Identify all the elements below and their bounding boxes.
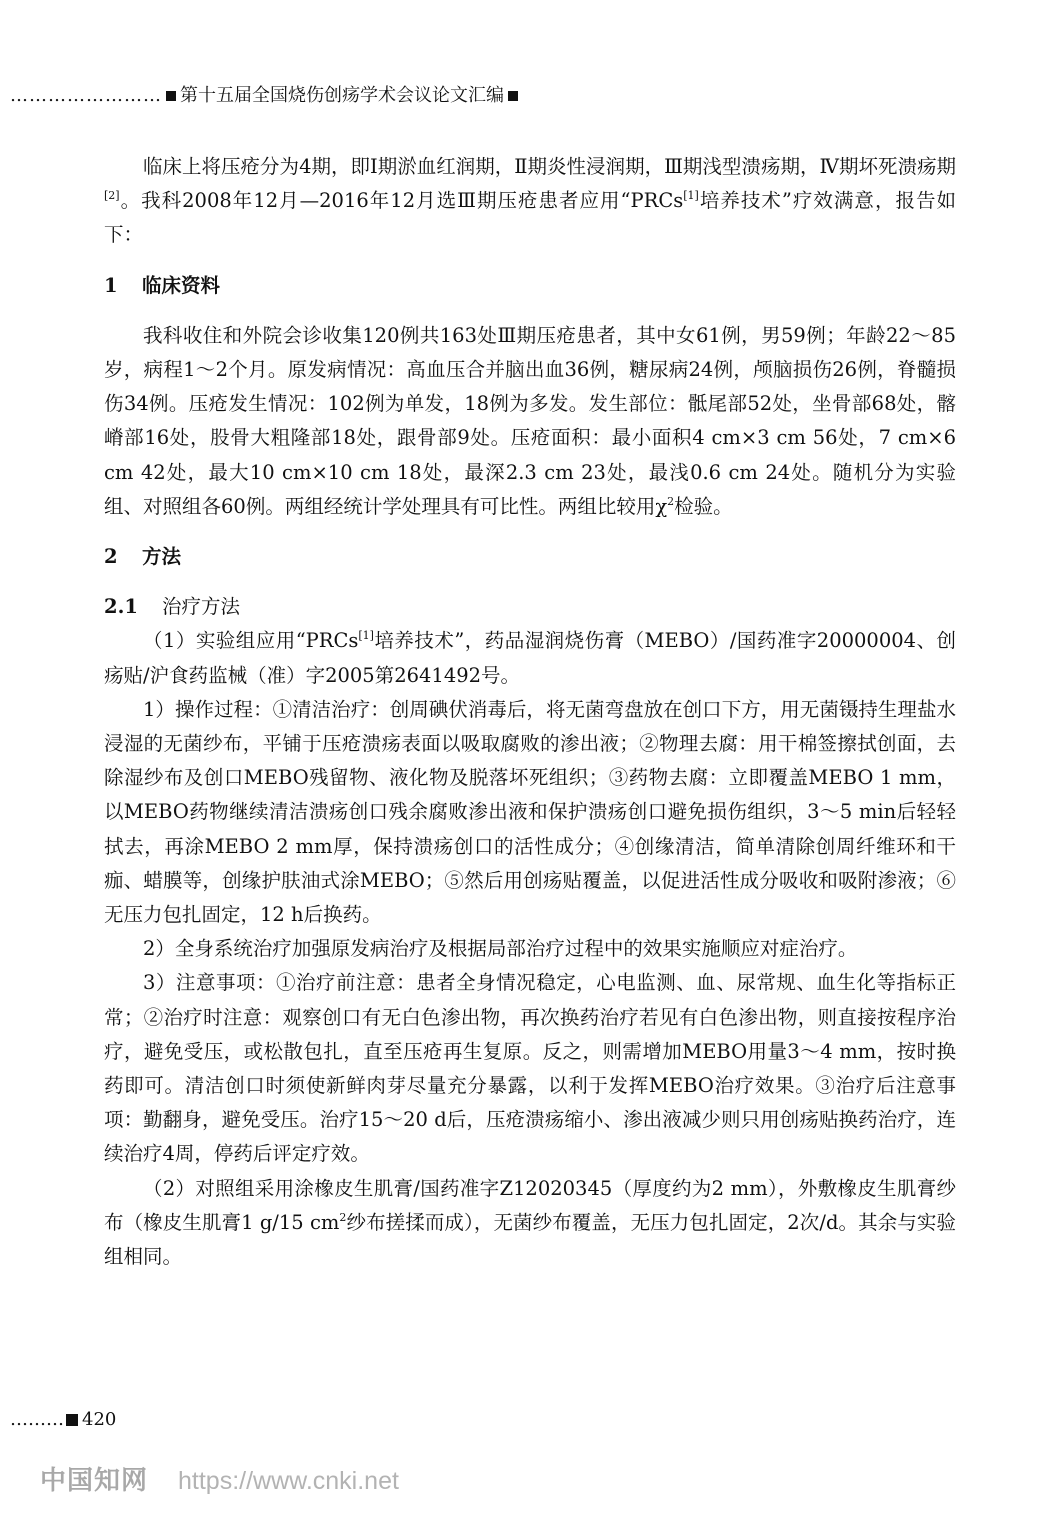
paragraph-text: 检验。 — [674, 494, 733, 518]
superscript: 2 — [667, 494, 675, 508]
section-number: 1 — [104, 273, 118, 297]
watermark-url: https://www.cnki.net — [178, 1467, 399, 1495]
square-bullet-icon — [66, 1414, 78, 1426]
precautions-paragraph: 3）注意事项：①治疗前注意：患者全身情况稳定，心电监测、血、尿常规、血生化等指标正常；②治疗时注意：观察创口有无白色渗出物，再次换药治疗若见有白色渗出物，则直接按程序治疗，避免受压，或松散包扎，直至压疮再生复原。反之，则需增加MEBO用量3～4 mm，按时换药即可。清洁创口时须使新鲜肉芽尽量充分暴露，以利于发挥MEBO治疗效果。③治疗后注意事项：勤翻身，避免受压。治疗15～20 d后，压疮溃疡缩小、渗出液减少则只用创疡贴换药治疗，连续治疗4周，停药后评定疗效。 — [104, 971, 956, 1166]
subsection-title: 治疗方法 — [162, 595, 241, 619]
section-heading-1 — [104, 269, 956, 303]
citation-ref: [2] — [104, 189, 120, 203]
procedure-paragraph: 1）操作过程：①清洁治疗：创周碘伏消毒后，将无菌弯盘放在创口下方，用无菌镊持生理盐水浸湿的无菌纱布，平铺于压疮溃疡表面以吸取腐败的渗出液；②物理去腐：用干棉签擦拭创面，去除湿纱布及创口MEBO残留物、液化物及脱落坏死组织；③药物去腐：立即覆盖MEBO 1 mm，以MEBO药物继续清洁溃疡创口残余腐败渗出液和保护溃疡创口避免损伤组织，3～5 min后轻轻拭去，再涂MEBO 2 mm厚，保持溃疡创口的活性成分；④创缘清洁，简单清除创周纤维环和干痂、蜡膜等，创缘护肤油式涂MEBO；⑤然后用创疡贴覆盖，以促进活性成分吸收和吸附渗液；⑥无压力包扎固定，12 h后换药。 — [104, 697, 956, 927]
subsection-number: 2.1 — [104, 595, 138, 619]
page-footer — [10, 1408, 116, 1432]
control-group-paragraph — [104, 1172, 956, 1275]
header-title: 第十五届全国烧伤创疡学术会议论文汇编 — [180, 85, 504, 106]
square-bullet-icon — [508, 91, 518, 101]
footer-leader-dots: ……… — [10, 1409, 64, 1430]
square-bullet-icon — [166, 91, 176, 101]
systemic-treatment-paragraph: 2）全身系统治疗加强原发病治疗及根据局部治疗过程中的效果实施顺应对症治疗。 — [143, 937, 858, 961]
paragraph-text: 培养技术”，药品湿润烧伤膏（MEBO）/国药准字20000004、创疡贴/沪食药监械（准）字2005第2641492号。 — [104, 629, 956, 687]
paragraph-text: 我科收住和外院会诊收集120例共163处Ⅲ期压疮患者，其中女61例，男59例；年龄22～85岁，病程1～2个月。原发病情况：高血压合并脑出血36例，糖尿病24例，颅脑损伤26例，脊髓损伤34例。压疮发生情况：102例为单发，18例为多发。发生部位：骶尾部52处，坐骨部68处，髂嵴部16处，股骨大粗隆部18处，跟骨部9处。压疮面积：最小面积4 cm×3 cm 56处，7 cm×6 cm 42处，最大10 cm×10 cm 18处，最深2.3 cm 23处，最浅0.6 cm 24处。随机分为实验组、对照组各60例。两组经统计学处理具有可比性。两组比较用χ — [104, 323, 956, 518]
citation-ref: [1] — [358, 629, 374, 643]
clinical-data-paragraph — [104, 319, 956, 524]
cnki-watermark — [40, 1460, 399, 1500]
section-number: 2 — [104, 545, 118, 569]
subsection-heading — [104, 590, 956, 624]
header-leader-dots: …………………… — [10, 85, 162, 106]
intro-text: 临床上将压疮分为4期，即Ⅰ期淤血红润期，Ⅱ期炎性浸润期，Ⅲ期浅型溃疡期，Ⅳ期坏死溃疡期 — [143, 155, 956, 178]
paragraph-text: （2）对照组采用涂橡皮生肌膏/国药准字Z12020345（厚度约为2 mm），外敷橡皮生肌膏纱布（橡皮生肌膏1 g/15 cm — [104, 1176, 956, 1234]
superscript: 2 — [339, 1210, 347, 1224]
paragraph-text: （1）实验组应用“PRCs — [143, 629, 359, 653]
intro-text: 。我科2008年12月—2016年12月选Ⅲ期压疮患者应用“PRCs — [119, 189, 684, 213]
watermark-brand: 中国知网 — [40, 1465, 149, 1495]
section-title: 临床资料 — [142, 273, 221, 297]
experimental-group-paragraph — [104, 624, 956, 692]
page-number: 420 — [82, 1409, 117, 1430]
paragraph-text: 纱布搓揉而成），无菌纱布覆盖，无压力包扎固定，2次/d。其余与实验组相同。 — [104, 1210, 956, 1269]
article-body — [104, 150, 956, 1274]
section-heading-2 — [104, 540, 956, 574]
section-title: 方法 — [142, 545, 182, 569]
intro-paragraph — [104, 150, 956, 253]
citation-ref: [1] — [683, 189, 699, 203]
intro-text: 培养技术”疗效满意，报告如下： — [104, 189, 956, 247]
running-header — [10, 84, 522, 108]
